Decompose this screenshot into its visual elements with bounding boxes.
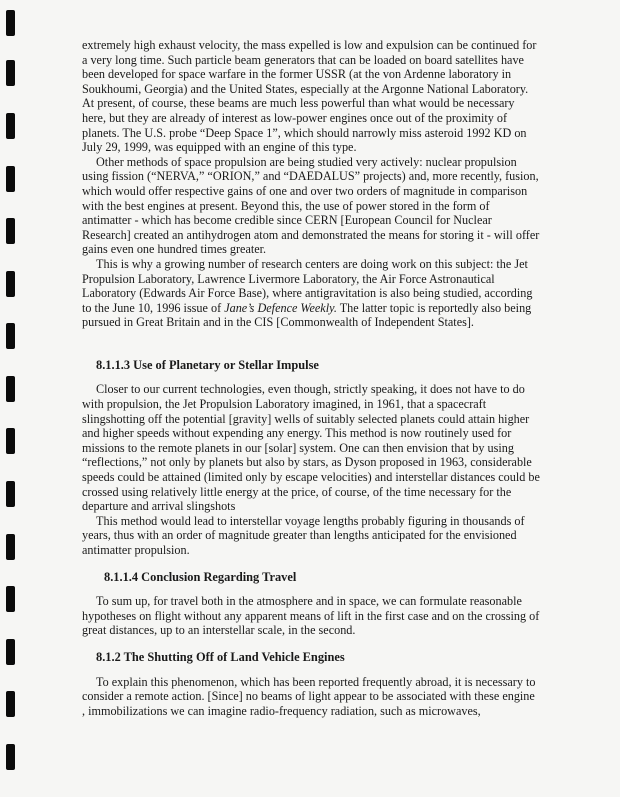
punch-hole — [6, 113, 15, 139]
punch-hole — [6, 271, 15, 297]
paragraph-conclusion: To sum up, for travel both in the atmosphere and in space, we can formulate reasonable hypotheses on flight without any apparent means of lift in the first case and on the crossing of great distances, up to an interstellar scale, in the second. — [82, 594, 540, 638]
section-heading-8-1-1-3: 8.1.1.3 Use of Planetary or Stellar Impulse — [96, 357, 319, 372]
punch-hole — [6, 376, 15, 402]
paragraph-research-centers-text: This is why a growing number of research centers are doing work on this subject: the Jet Propulsion Laboratory, Lawrence Livermore Laboratory, the Air Force Astronautical Laboratory (Edwards Air Force Base), where antigravitation is also being studied, according to the June 10, 1996 issue of — [82, 256, 533, 315]
punch-hole — [6, 534, 15, 560]
punch-hole — [6, 323, 15, 349]
paragraph-planetary-impulse: Closer to our current technologies, even though, strictly speaking, it does not have to do with propulsion, the Jet Propulsion Laboratory imagined, in 1961, that a spacecraft slingshotting off the potential [gravity] wells of suitably selected planets could attain higher and higher speeds without expending any energy. This method is now routinely used for missions to the remote planets in our [solar] system. One can then envision that by using “reflections,” not only by planets but also by stars, as Dyson proposed in 1963, considerable speeds could be attained (limited only by escape velocities) and interstellar distances could be crossed using relatively little energy at the price, of course, of the time necessary for the departure and arrival slingshots — [82, 382, 540, 514]
publication-title: Jane’s Defence Weekly. — [224, 300, 337, 315]
punch-hole — [6, 218, 15, 244]
punch-hole — [6, 60, 15, 86]
paragraph-research-centers-tail: The latter topic is reportedly also being pursued in Great Britain and in the CIS [Commonwealth of Independent States]. — [82, 300, 532, 330]
punch-hole — [6, 10, 15, 36]
paragraph-research-centers — [82, 257, 540, 330]
punch-hole — [6, 481, 15, 507]
paragraph-engine-shutoff: To explain this phenomenon, which has been reported frequently abroad, it is necessary to consider a remote action. [Since] no beams of light appear to be associated with these engine , immobilizations we can imagine radio-frequency radiation, such as microwaves, — [82, 674, 536, 718]
punch-hole — [6, 586, 15, 612]
binder-punch-holes — [6, 0, 18, 797]
punch-hole — [6, 691, 15, 717]
document-body — [82, 38, 540, 718]
punch-hole — [6, 639, 15, 665]
paragraph-particle-beams: extremely high exhaust velocity, the mass expelled is low and expulsion can be continued for a very long time. Such particle beam generators that can be loaded on board satellites have been developed for space warfare in the former USSR (at the von Ardenne laboratory in Soukhoumi, Georgia) and the United States, especially at the Argonne National Laboratory. At present, of course, these beams are much less powerful than what would be necessary here, but they are already of interest as low-power engines once out of the proximity of planets. The U.S. probe “Deep Space 1”, which should narrowly miss asteroid 1992 KD on July 29, 1999, was equipped with an engine of this type. — [82, 38, 537, 155]
punch-hole — [6, 744, 15, 770]
paragraph-other-propulsion: Other methods of space propulsion are being studied very actively: nuclear propulsion using fission (“NERVA,” “ORION,” and “DAEDALUS” projects) and, more recently, fusion, which would offer respective gains of one and over two orders of magnitude in comparison with the best engines at present. Beyond this, the use of power stored in the form of antimatter - which has become credible since CERN [European Council for Nuclear Research] created an antihydrogen atom and demonstrated the means for storing it - will offer gains even one hundred times greater. — [82, 154, 540, 257]
section-heading-8-1-1-4: 8.1.1.4 Conclusion Regarding Travel — [104, 569, 297, 584]
punch-hole — [6, 428, 15, 454]
punch-hole — [6, 166, 15, 192]
paragraph-voyage-lengths: This method would lead to interstellar voyage lengths probably figuring in thousands of years, thus with an order of magnitude greater than lengths anticipated for the envisioned antimatter propulsion. — [82, 513, 525, 557]
section-heading-8-1-2: 8.1.2 The Shutting Off of Land Vehicle Engines — [96, 649, 345, 664]
